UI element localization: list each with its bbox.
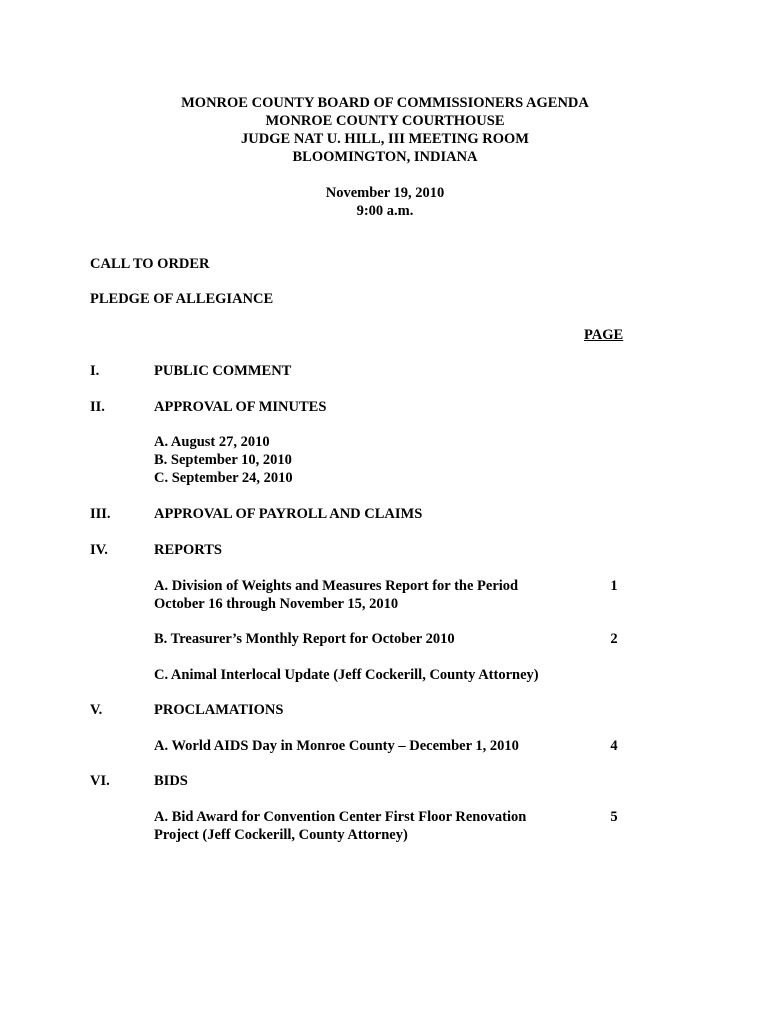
report-item-line: A. Division of Weights and Measures Report for the Period bbox=[154, 578, 519, 594]
report-item-line: B. Treasurer’s Monthly Report for October 2010 bbox=[154, 631, 455, 647]
section-title: PROCLAMATIONS bbox=[154, 702, 284, 718]
section-numeral: IV. bbox=[90, 542, 108, 558]
section-numeral: III. bbox=[90, 506, 111, 522]
proclamation-item-line: A. World AIDS Day in Monroe County – December 1, 2010 bbox=[154, 738, 519, 754]
page-number: 5 bbox=[610, 809, 618, 825]
page-column-heading: PAGE bbox=[584, 327, 624, 343]
section-numeral: V. bbox=[90, 702, 103, 718]
report-item-line: C. Animal Interlocal Update (Jeff Cockerill, County Attorney) bbox=[154, 667, 539, 683]
meeting-time: 9:00 a.m. bbox=[356, 203, 414, 219]
minutes-item: B. September 10, 2010 bbox=[154, 452, 292, 468]
section-numeral: II. bbox=[90, 399, 105, 415]
meeting-date: November 19, 2010 bbox=[325, 185, 445, 201]
minutes-item: A. August 27, 2010 bbox=[154, 434, 270, 450]
report-item-line: October 16 through November 15, 2010 bbox=[154, 596, 399, 612]
section-title: REPORTS bbox=[154, 542, 222, 558]
bid-item-line: A. Bid Award for Convention Center First Floor Renovation bbox=[154, 809, 527, 825]
agenda-title: MONROE COUNTY BOARD OF COMMISSIONERS AGENDA bbox=[181, 95, 589, 111]
section-title: APPROVAL OF PAYROLL AND CLAIMS bbox=[154, 506, 423, 522]
venue-name: MONROE COUNTY COURTHOUSE bbox=[265, 113, 505, 129]
call-to-order: CALL TO ORDER bbox=[90, 256, 210, 272]
section-title: BIDS bbox=[154, 773, 188, 789]
page-number: 2 bbox=[610, 631, 618, 647]
pledge-of-allegiance: PLEDGE OF ALLEGIANCE bbox=[90, 291, 274, 307]
meeting-room: JUDGE NAT U. HILL, III MEETING ROOM bbox=[241, 131, 529, 147]
page-number: 1 bbox=[610, 578, 618, 594]
section-numeral: VI. bbox=[90, 773, 110, 789]
section-title: APPROVAL OF MINUTES bbox=[154, 399, 327, 415]
page-number: 4 bbox=[610, 738, 618, 754]
section-title: PUBLIC COMMENT bbox=[154, 363, 292, 379]
bid-item-line: Project (Jeff Cockerill, County Attorney) bbox=[154, 827, 408, 843]
section-numeral: I. bbox=[90, 363, 100, 379]
minutes-item: C. September 24, 2010 bbox=[154, 470, 293, 486]
city-state: BLOOMINGTON, INDIANA bbox=[292, 149, 478, 165]
